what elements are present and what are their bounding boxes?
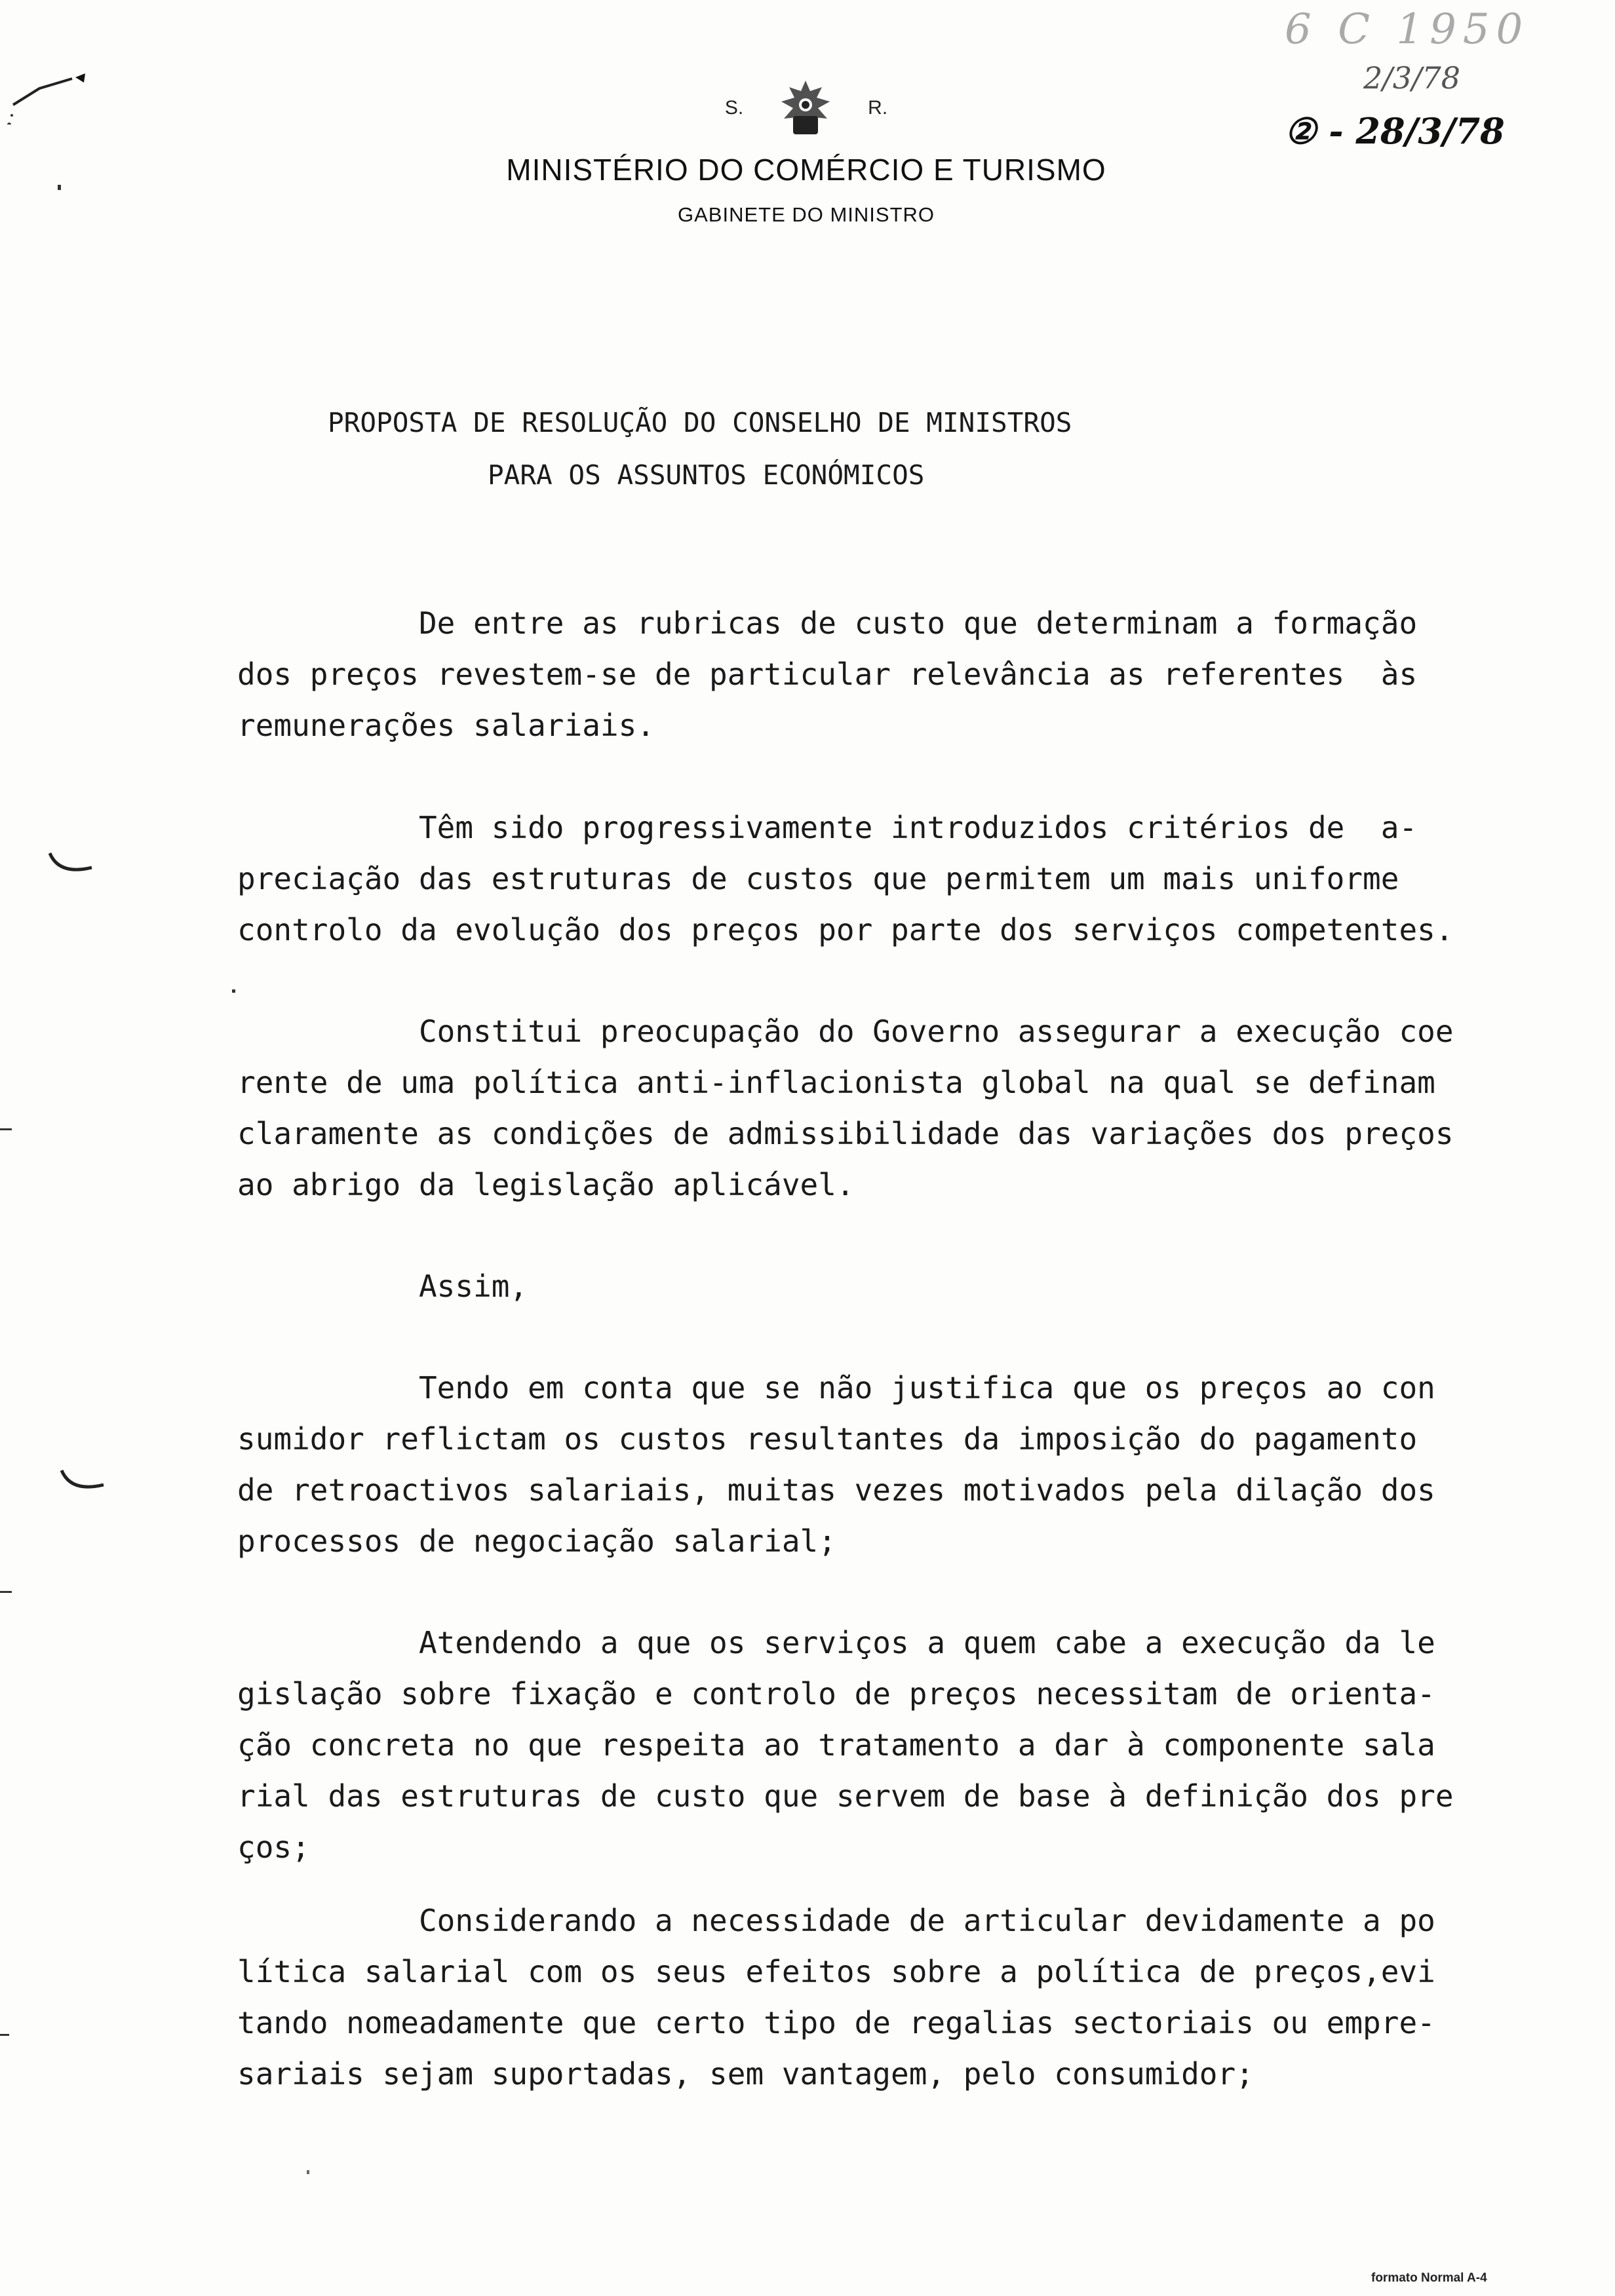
paragraph-government: Constitui preocupação do Governo assegurar a execução coe rente de uma política anti-inflacionista global na qual se definam claramente as condições de admissibilidade das variações dos preços ao abrigo da legislação aplicável.	[237, 1014, 1454, 1202]
paragraph-criteria: Têm sido progressivamente introduzidos critérios de a- preciação das estruturas de custos que permitem um mais uniforme controlo da evolução dos preços por parte dos serviços competentes.	[237, 810, 1454, 947]
paragraph-intro: De entre as rubricas de custo que determinam a formação dos preços revestem-se de particular relevância as referentes às remunerações salariais.	[237, 605, 1418, 743]
title-line-2: PARA OS ASSUNTOS ECONÓMICOS	[488, 459, 925, 491]
ministry-name: MINISTÉRIO DO COMÉRCIO E TURISMO	[506, 153, 1106, 187]
document-title	[328, 396, 1311, 501]
title-line-1: PROPOSTA DE RESOLUÇÃO DO CONSELHO DE MINISTROS	[328, 407, 1072, 438]
margin-dash	[0, 1591, 12, 1593]
seal-letter-left: S.	[724, 97, 744, 119]
seal-row	[472, 72, 1140, 144]
handwritten-reference: ② - 28/3/78	[1285, 110, 1505, 152]
paragraph-tendo-em-conta: Tendo em conta que se não justifica que os preços ao con sumidor reflictam os custos resultantes da imposição do pagamento de retroactivos salariais, muitas vezes motivados pela dilação dos processos de negociação salarial;	[237, 1370, 1435, 1559]
seal-letter-right: R.	[868, 97, 888, 119]
paper-format-label: formato Normal A-4	[1371, 2271, 1487, 2285]
paragraph-atendendo: Atendendo a que os serviços a quem cabe a execução da le gislação sobre fixação e controlo de preços necessitam de orienta- ção concreta no que respeita ao tratamento a dar à componente sala rial das estruturas de custo que servem de base à definição dos pre ços;	[237, 1625, 1454, 1865]
margin-dot	[58, 185, 61, 190]
faint-archive-note: 6 C 1950	[1285, 5, 1530, 54]
top-left-pen-mark-icon	[0, 33, 92, 124]
margin-hook-mark-icon	[46, 849, 98, 882]
margin-dash	[0, 1128, 12, 1130]
letterhead	[472, 72, 1140, 227]
margin-hook-mark-icon	[58, 1466, 110, 1499]
cabinet-name: GABINETE DO MINISTRO	[677, 203, 935, 226]
paragraph-assim: Assim,	[237, 1269, 528, 1304]
margin-dot	[307, 2170, 309, 2174]
margin-dot	[232, 989, 235, 993]
coat-of-arms-seal-icon	[769, 75, 842, 141]
margin-dash	[0, 2034, 9, 2036]
document-body	[237, 598, 1561, 2099]
handwritten-date-note: 2/3/78	[1363, 60, 1461, 96]
paragraph-considerando: Considerando a necessidade de articular devidamente a po lítica salarial com os seus efeitos sobre a política de preços,evi tando nomeadamente que certo tipo de regalias sectoriais ou empre- sariais sejam suportadas, sem vantagem, pelo consumidor;	[237, 1903, 1435, 2092]
